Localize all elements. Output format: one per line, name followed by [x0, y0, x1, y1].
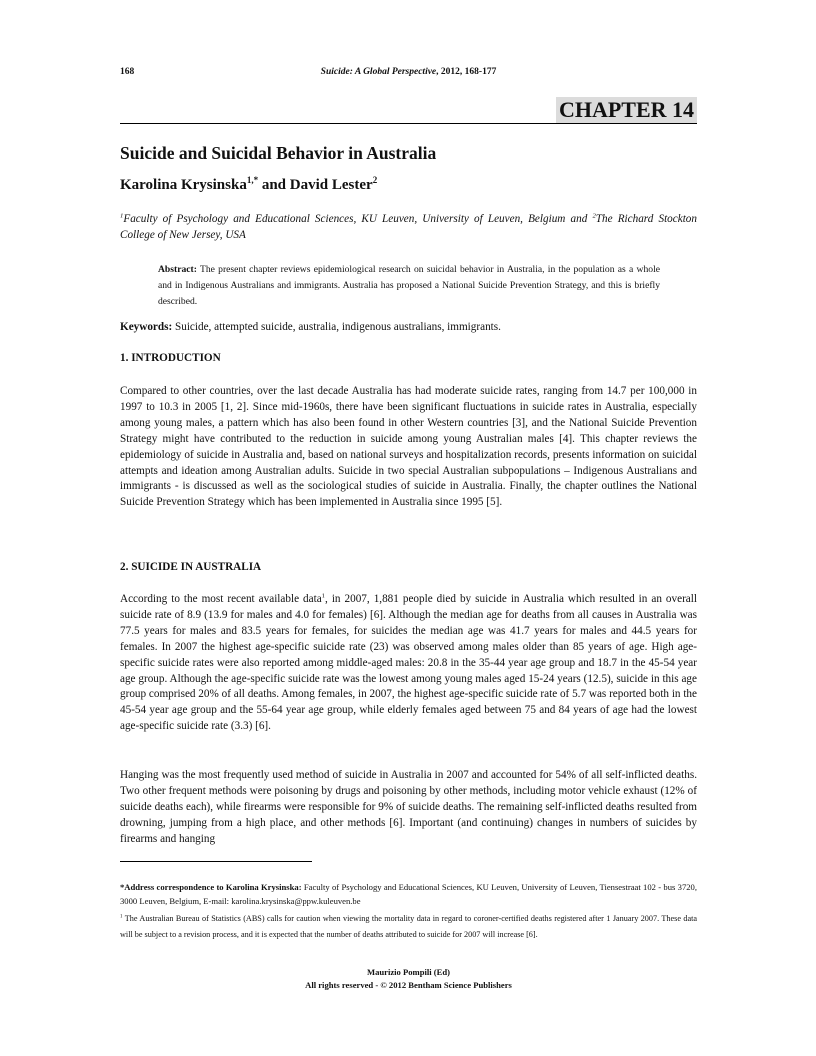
author-1-sup: 1,*	[246, 175, 259, 185]
footnote-rule	[120, 861, 312, 862]
correspondence-label: *Address correspondence to Karolina Krysinska:	[120, 882, 302, 892]
header-rule	[120, 123, 697, 124]
footer-editor: Maurizio Pompili (Ed)	[366, 967, 451, 977]
abstract	[158, 262, 660, 309]
affil-sup-2: 2	[592, 212, 596, 220]
affil-1: Faculty of Psychology and Educational Sciences, KU Leuven, University of Leuven, Belgium and	[123, 213, 593, 225]
affil-2: The Richard Stockton College of New Jersey, USA	[120, 213, 697, 241]
journal-meta: , 2012, 168-177	[436, 67, 497, 77]
affil-sup-1: 1	[120, 212, 124, 220]
author-2-sup: 2	[372, 175, 378, 185]
keywords-label: Keywords:	[120, 321, 173, 333]
paper-title: Suicide and Suicidal Behavior in Australia	[120, 143, 437, 163]
keywords	[120, 321, 501, 333]
footer-rights: All rights reserved - © 2012 Bentham Science Publishers	[305, 980, 512, 990]
affiliations	[120, 211, 697, 243]
correspondence-footnote	[120, 881, 697, 908]
section-heading-introduction: 1. INTRODUCTION	[120, 352, 221, 364]
para-text-a: According to the most recent available data	[120, 593, 322, 605]
journal-citation	[120, 67, 697, 77]
page-footer	[120, 966, 697, 992]
page-number: 168	[120, 67, 135, 77]
suicide-paragraph-2: Hanging was the most frequently used method of suicide in Australia in 2007 and accounted for 54% of all self-inflicted deaths. Two other frequent methods were poisoning by drugs and poisoning by other methods, including motor vehicle exhaust (12% of suicide deaths each), while firearms were responsible for 9% of suicide deaths. The remaining self-inflicted deaths resulted from drowning, jumping from a high place, and other methods [6]. Important (and continuing) changes in numbers of suicides by firearms and hanging	[120, 769, 697, 845]
section-heading-suicide-in-australia: 2. SUICIDE IN AUSTRALIA	[120, 561, 262, 573]
author-line	[120, 177, 377, 194]
chapter-label: CHAPTER 14	[556, 97, 697, 123]
journal-title: Suicide: A Global Perspective	[320, 67, 437, 77]
footnote-1	[120, 911, 697, 943]
author-1: Karolina Krysinska	[120, 177, 247, 193]
author-2: and David Lester	[258, 177, 373, 193]
abstract-label: Abstract:	[158, 264, 197, 275]
footnote-1-sup: 1	[120, 914, 123, 920]
introduction-paragraph: Compared to other countries, over the last decade Australia has had moderate suicide rates, ranging from 14.7 per 100,000 in 1997 to 10.3 in 2005 [1, 2]. Since mid-1960s, there have been significant fluctuations in suicide rates in Australia, especially among young males, a pattern which has also been found in other Western countries [3], and the National Suicide Prevention Strategy might have contributed to the reduction in suicide among young Australian males [4]. This chapter reviews the epidemiology of suicide in Australia and, based on national surveys and hospitalization records, presents information on suicidal attempts and ideation among Australian adults. Suicide in two special Australian subpopulations – Indigenous Australians and immigrants - is discussed as well as the sociological studies of suicide in Australia. Finally, the chapter outlines the National Suicide Prevention Strategy which has been implemented in Australia since 1995 [5].	[120, 385, 697, 509]
keywords-text: Suicide, attempted suicide, australia, indigenous australians, immigrants.	[172, 321, 501, 333]
footnote-ref-1: 1	[321, 592, 326, 600]
footnote-1-text: The Australian Bureau of Statistics (ABS) calls for caution when viewing the mortality data in regard to coroner-certified deaths registered after 1 January 2007. These data will be subject to a revision process, and it is expected that the number of deaths attributed to suicide for 2007 will increase [6].	[120, 914, 697, 939]
suicide-paragraph-1	[120, 592, 697, 735]
correspondence-text: Faculty of Psychology and Educational Sciences, KU Leuven, University of Leuven, Tiensestraat 102 - bus 3720, 3000 Leuven, Belgium, E-mail: karolina.krysinska@ppw.kuleuven.be	[120, 882, 697, 906]
para-text-b: , in 2007, 1,881 people died by suicide in Australia which resulted in an overall suicide rate of 8.9 (13.9 for males and 4.0 for females) [6]. Although the median age for deaths from all causes in Australia was 77.5 years for males and 83.5 years for females, for suicides the median age was 41.7 years for males and 44.5 years for females. In 2007 the highest age-specific suicide rate (23) was observed among males older than 85 years of age. High age-specific suicide rates were also reported among middle-aged males: 20.8 in the 35-44 year age group and 18.7 in the 45-54 year age group. Although the age-specific suicide rate was the lowest among young males aged 15-24 years (12.5), suicide in this age group comprised 20% of all deaths. Among females, in 2007, the highest age-specific suicide rate of 5.7 was reported both in the 45-54 year age group and the 55-64 year age group, while elderly females aged between 75 and 84 years of age had the lowest age-specific suicide rate (3.3) [6].	[120, 593, 697, 733]
abstract-text: The present chapter reviews epidemiological research on suicidal behavior in Australia, in the population as a whole and in Indigenous Australians and immigrants. Australia has proposed a National Suicide Prevention Strategy, and this is briefly described.	[158, 264, 660, 307]
